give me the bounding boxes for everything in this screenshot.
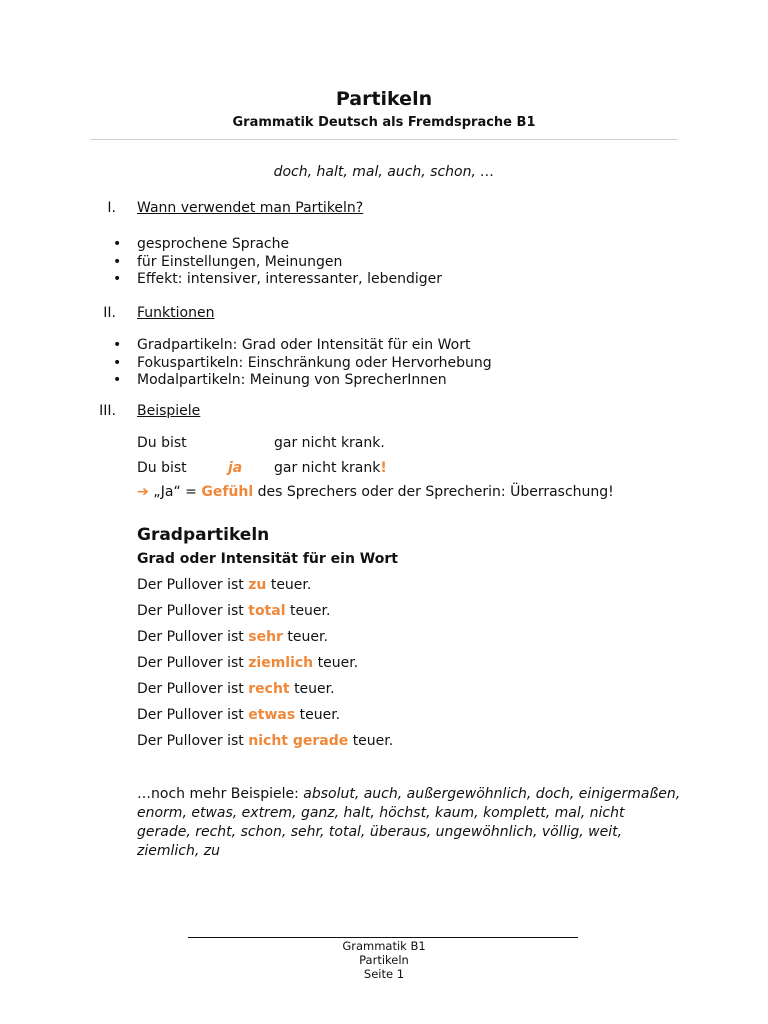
sentence-suffix: teuer. xyxy=(287,629,328,645)
section-1-list xyxy=(112,236,442,289)
section-2-numeral: II. xyxy=(103,305,116,321)
sentence-suffix: teuer. xyxy=(289,603,331,619)
section-3-heading: Beispiele xyxy=(137,403,201,419)
example-sentence xyxy=(137,733,393,749)
arrow-right-icon: ➔ xyxy=(137,484,149,500)
footer-line-1: Grammatik B1 xyxy=(342,939,426,953)
section-3-numeral: III. xyxy=(99,403,116,419)
degree-particle: recht xyxy=(248,681,290,697)
sentence-suffix: teuer. xyxy=(352,733,394,749)
list-item: • Effekt: intensiver, interessanter, lebendiger xyxy=(112,271,442,289)
sentence-prefix: Der Pullover ist xyxy=(137,707,244,723)
more-examples-lead: …noch mehr Beispiele: xyxy=(137,786,304,802)
page-subtitle: Grammatik Deutsch als Fremdsprache B1 xyxy=(232,115,536,130)
example-sentence xyxy=(137,655,358,671)
example-sentence xyxy=(137,577,311,593)
list-item: • Modalpartikeln: Meinung von SprecherInnen xyxy=(112,372,492,390)
degree-particle: ziemlich xyxy=(248,655,314,671)
example-sentence xyxy=(137,629,328,645)
example-1-subject: Du bist xyxy=(137,435,187,451)
example-2-predicate xyxy=(274,460,387,476)
list-item: • Gradpartikeln: Grad oder Intensität für ein Wort xyxy=(112,337,492,355)
page-title: Partikeln xyxy=(335,88,433,110)
section-1-heading: Wann verwendet man Partikeln? xyxy=(137,200,364,216)
example-sentence xyxy=(137,603,330,619)
sentence-suffix: teuer. xyxy=(317,655,359,671)
section-1-numeral: I. xyxy=(107,200,116,216)
particle-word-list: doch, halt, mal, auch, schon, … xyxy=(273,164,495,180)
header-divider xyxy=(90,139,678,140)
list-item: • gesprochene Sprache xyxy=(112,236,442,254)
more-examples-list: absolut, auch, außergewöhnlich, doch, einigermaßen, enorm, etwas, extrem, ganz, halt, höchst, kaum, komplett, mal, nicht gerade, recht, schon, sehr, total, überaus, ungewöhnlich, völlig, weit, ziemlich, zu xyxy=(137,786,681,859)
more-examples-paragraph xyxy=(137,785,682,861)
sentence-suffix: teuer. xyxy=(299,707,341,723)
gradpartikeln-subheading: Grad oder Intensität für ein Wort xyxy=(137,551,398,567)
example-sentence xyxy=(137,707,340,723)
section-2-heading: Funktionen xyxy=(137,305,215,321)
example-1-predicate: gar nicht krank. xyxy=(274,435,385,451)
sentence-prefix: Der Pullover ist xyxy=(137,629,244,645)
footer-line-2: Partikeln xyxy=(359,953,409,967)
example-sentence xyxy=(137,681,335,697)
exclamation-mark: ! xyxy=(380,460,387,476)
sentence-prefix: Der Pullover ist xyxy=(137,733,244,749)
footer-divider xyxy=(188,937,578,938)
example-2-predicate-text: gar nicht krank xyxy=(274,460,381,476)
example-note xyxy=(137,484,614,500)
note-rest: des Sprechers oder der Sprecherin: Überraschung! xyxy=(253,484,614,500)
example-2-subject: Du bist xyxy=(137,460,187,476)
list-item: • Fokuspartikeln: Einschränkung oder Hervorhebung xyxy=(112,355,492,373)
gradpartikeln-heading: Gradpartikeln xyxy=(137,525,270,545)
degree-particle: etwas xyxy=(248,707,296,723)
note-lead: „Ja“ = xyxy=(153,484,202,500)
sentence-prefix: Der Pullover ist xyxy=(137,603,244,619)
degree-particle: zu xyxy=(248,577,267,593)
sentence-prefix: Der Pullover ist xyxy=(137,655,244,671)
degree-particle: total xyxy=(248,603,286,619)
example-2-particle: ja xyxy=(228,460,243,476)
note-highlight: Gefühl xyxy=(201,484,254,500)
footer-page-number: Seite 1 xyxy=(363,967,405,981)
sentence-prefix: Der Pullover ist xyxy=(137,681,244,697)
degree-particle: sehr xyxy=(248,629,283,645)
sentence-prefix: Der Pullover ist xyxy=(137,577,244,593)
section-2-list xyxy=(112,337,492,390)
list-item: • für Einstellungen, Meinungen xyxy=(112,254,442,272)
sentence-suffix: teuer. xyxy=(294,681,335,697)
sentence-suffix: teuer. xyxy=(270,577,312,593)
degree-particle: nicht gerade xyxy=(248,733,349,749)
